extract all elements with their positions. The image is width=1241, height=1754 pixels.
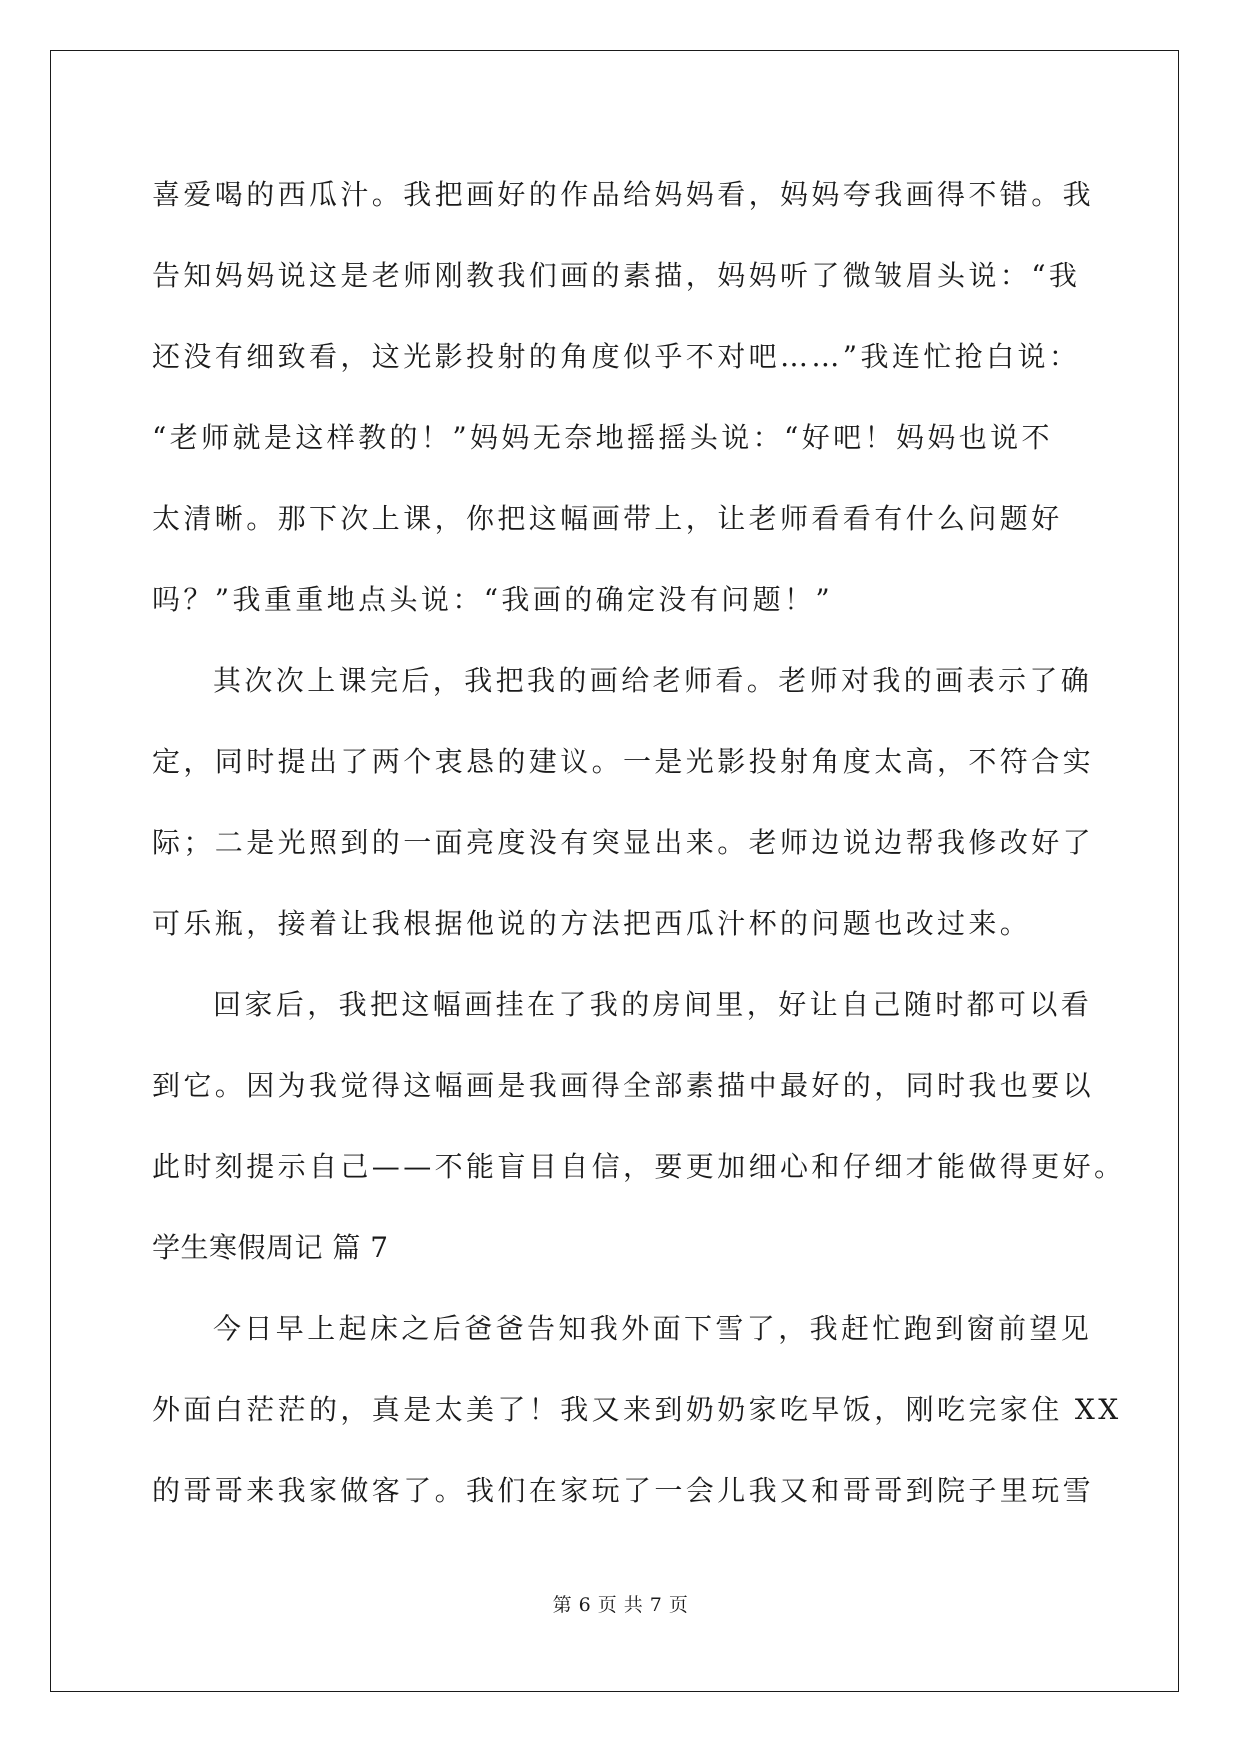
document-body	[152, 162, 1126, 1539]
text-line: 太清晰。那下次上课，你把这幅画带上，让老师看看有什么问题好	[152, 502, 1063, 535]
text-line: 可乐瓶，接着让我根据他说的方法把西瓜汁杯的问题也改过来。	[152, 907, 1032, 940]
text-line: 吗？”我重重地点头说：“我画的确定没有问题！”	[152, 583, 834, 616]
text-line: 的哥哥来我家做客了。我们在家玩了一会儿我又和哥哥到院子里玩雪	[152, 1474, 1095, 1507]
text-line: 喜爱喝的西瓜汁。我把画好的作品给妈妈看，妈妈夸我画得不错。我	[152, 178, 1095, 211]
text-line: 到它。因为我觉得这幅画是我画得全部素描中最好的，同时我也要以	[152, 1069, 1095, 1102]
section-heading: 学生寒假周记 篇 7	[152, 1231, 389, 1264]
text-line: 外面白茫茫的，真是太美了！我又来到奶奶家吃早饭，刚吃完家住 XX	[152, 1393, 1122, 1426]
text-line: 告知妈妈说这是老师刚教我们画的素描，妈妈听了微皱眉头说：“我	[152, 259, 1081, 292]
text-line: “老师就是这样教的！”妈妈无奈地摇摇头说：“好吧！妈妈也说不	[152, 421, 1053, 454]
paragraph-start-line: 回家后，我把这幅画挂在了我的房间里，好让自己随时都可以看	[213, 988, 1093, 1021]
paragraph-start-line: 今日早上起床之后爸爸告知我外面下雪了，我赶忙跑到窗前望见	[213, 1312, 1093, 1345]
text-line: 际；二是光照到的一面亮度没有突显出来。老师边说边帮我修改好了	[152, 826, 1095, 859]
paragraph-start-line: 其次次上课完后，我把我的画给老师看。老师对我的画表示了确	[213, 664, 1093, 697]
page-number-footer: 第 6 页 共 7 页	[552, 1594, 689, 1616]
text-line: 定，同时提出了两个衷恳的建议。一是光影投射角度太高，不符合实	[152, 745, 1095, 778]
text-line: 还没有细致看，这光影投射的角度似乎不对吧……”我连忙抢白说：	[152, 340, 1081, 373]
text-line: 此时刻提示自己——不能盲目自信，要更加细心和仔细才能做得更好。	[152, 1150, 1126, 1183]
